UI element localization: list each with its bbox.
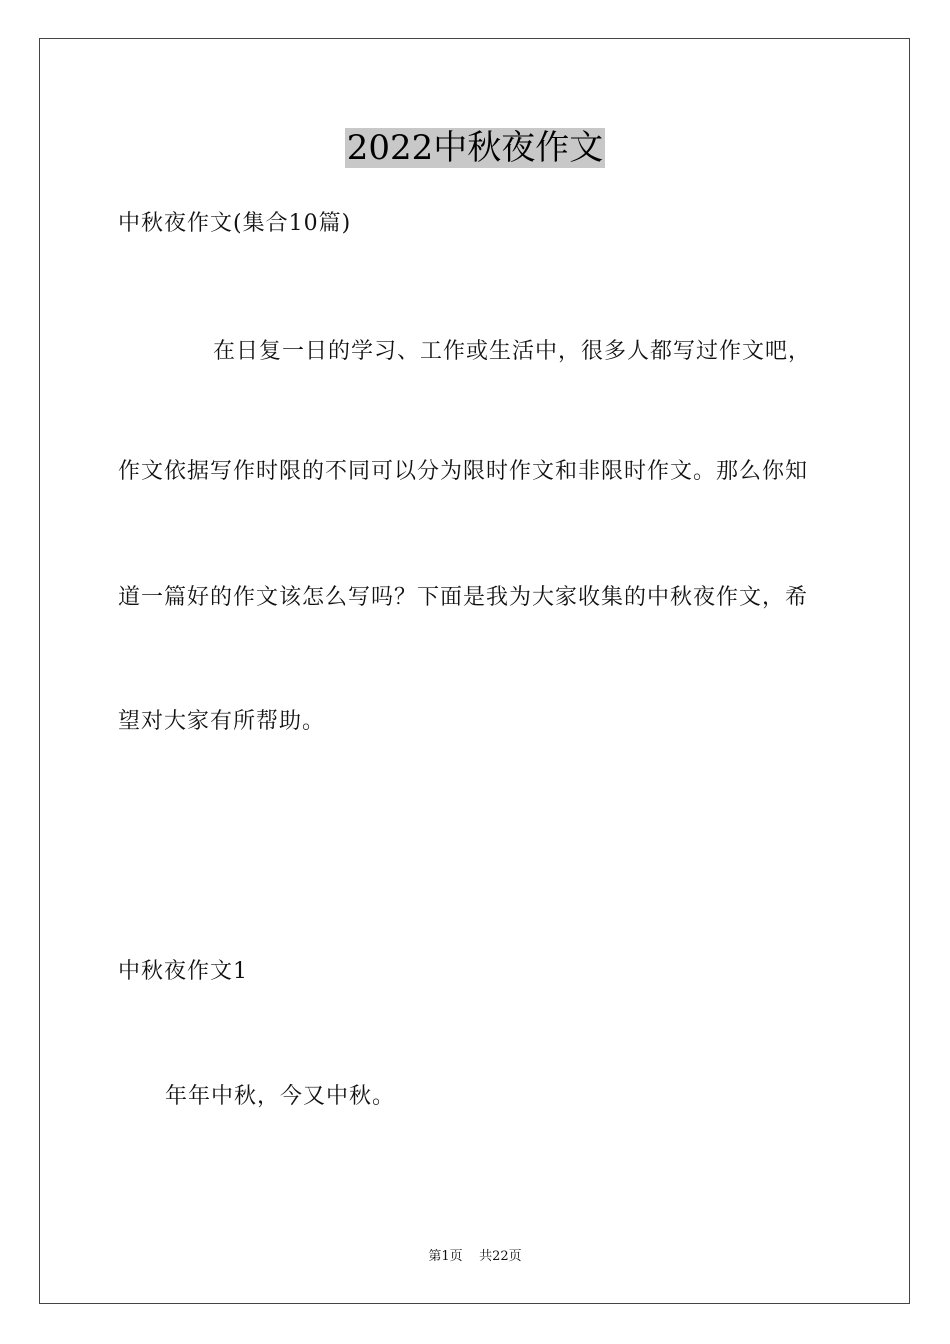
- title-block: [0, 128, 950, 168]
- page-footer: [0, 1248, 950, 1266]
- intro-line-2: 作文依据写作时限的不同可以分为限时作文和非限时作文。那么你知: [118, 459, 809, 484]
- document-subtitle: 中秋夜作文(集合10篇): [118, 211, 352, 236]
- intro-line-3: 道一篇好的作文该怎么写吗？下面是我为大家收集的中秋夜作文，希: [118, 585, 809, 610]
- section-heading: 中秋夜作文1: [118, 959, 248, 984]
- intro-line-1: 在日复一日的学习、工作或生活中，很多人都写过作文吧，: [213, 339, 812, 364]
- intro-line-4: 望对大家有所帮助。: [118, 709, 326, 734]
- section-first-line: 年年中秋，今又中秋。: [165, 1084, 396, 1109]
- page-total: 共22页: [479, 1249, 522, 1264]
- page-number: 第1页: [428, 1249, 463, 1264]
- document-title: 2022中秋夜作文: [346, 128, 604, 168]
